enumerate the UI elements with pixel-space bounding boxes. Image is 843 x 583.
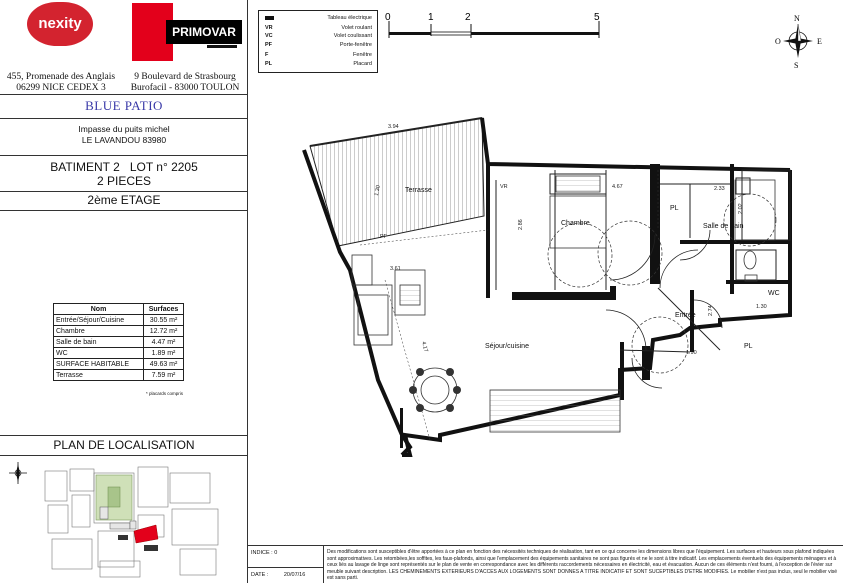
surface-table-header: [54, 304, 184, 315]
legend-item: [265, 33, 375, 40]
divider: [0, 210, 248, 211]
dimension-label: 4.67: [612, 184, 623, 190]
room-name: WC: [54, 348, 144, 359]
dimension-label: 1.30: [374, 184, 382, 197]
lot-line: [0, 160, 248, 174]
scale-tick-label: 2: [465, 12, 471, 23]
header-nom: Nom: [54, 304, 144, 315]
room-label-placard: PL: [744, 343, 753, 350]
room-surface: 30.55 m²: [144, 315, 184, 326]
room-label-sdb: Salle de bain: [703, 223, 744, 230]
legend-key: VC: [265, 33, 273, 39]
legend-item: [265, 15, 375, 22]
nexity-address: [2, 72, 120, 94]
disclaimer-text: Des modifications sont susceptibles d'être apportées à ce plan en fonction des nécessités techniques de réalisation, tant en ce qui concerne les dimensions libres que l'équipement. Les surfaces et hauteurs sous plafond indiquées sont approximatives. Les retombées,les soffites, les faux-plafonds, ainsi que l'emplacement des équipements sanitaires ne sont pas figurés et ne le sont à titre indicatif. Les emplacements éventuels des équipements ménagers et à ceux liés au lavage de linge sont représentés sur le plan de vente en correspondance avec les différents raccordements nécessaires en électricité, eau et évacuation. Aucun de ces éléments n'est fourni, à l'exception de l'évier sur meuble suivant description. LES CHEMINEMENTS EXTERIEURS D'ACCES AUX LOGEMENTS SONT DONNES A TITRE INDICATIF ET SONT SUCEPTIBLES D'ETRE MODIFIES. Le mobilier n'est pas inclus, seul le mobilier visé est sans parti.: [327, 549, 838, 582]
scale-tick-label: 0: [385, 12, 391, 23]
floor-level: 2ème ETAGE: [0, 191, 248, 210]
date-row: [248, 567, 324, 583]
legend-label: Porte-fenêtre: [339, 42, 372, 48]
scale-tick-label: 5: [594, 12, 600, 23]
dimension-label: 3.94: [388, 124, 399, 130]
nexity-logo: [27, 2, 93, 46]
compass-north: N: [794, 14, 800, 23]
compass-south: S: [794, 61, 799, 70]
legend-label: Volet coulissant: [333, 33, 372, 39]
legend-label: Fenêtre: [353, 52, 372, 58]
floor-plan: [250, 110, 840, 542]
legend-item: [265, 42, 375, 49]
legend-label: Volet roulant: [341, 25, 372, 31]
room-surface: 7.59 m²: [144, 370, 184, 381]
dining-table: [409, 368, 461, 412]
dimension-label: 2.86: [518, 219, 524, 230]
room-label-chambre: Chambre: [561, 220, 590, 227]
dimension-label: 1.90: [686, 350, 697, 356]
room-surface: 12.72 m²: [144, 326, 184, 337]
dimension-label: 2.74: [708, 305, 714, 316]
footer: [248, 545, 843, 583]
dimension-label: 2.02: [738, 203, 744, 214]
date-value: 20/07/16: [283, 572, 306, 578]
pf-label: PF: [380, 234, 388, 240]
table-row: [54, 348, 184, 359]
legend-item: [265, 61, 375, 68]
legend-key: PL: [265, 61, 273, 67]
project-address-line1: Impasse du puits michel: [78, 124, 170, 134]
table-row: [54, 326, 184, 337]
table-row: [54, 370, 184, 381]
lot-info: [0, 155, 248, 191]
project-address-line2: LE LAVANDOU 83980: [81, 135, 167, 145]
nexity-address-line1: 455, Promenade des Anglais: [6, 72, 116, 82]
dimension-label: 1.30: [756, 304, 767, 310]
scale-bar: [385, 10, 607, 40]
legend-key: PF: [265, 42, 273, 48]
room-name: Terrasse: [54, 370, 144, 381]
room-label-entree: Entrée: [675, 312, 696, 319]
primovar-address-line1: 9 Boulevard de Strasbourg: [134, 72, 236, 82]
compass-east: E: [817, 37, 822, 46]
legend-key: F: [265, 52, 269, 58]
project-address: [0, 118, 248, 155]
surface-table: [53, 303, 184, 381]
interior-lines: [496, 170, 790, 352]
dimension-label: 4.17: [420, 340, 429, 353]
room-label-sejour: Séjour/cuisine: [485, 343, 529, 350]
tableau-electrique-icon: [265, 16, 274, 20]
legend-key: VR: [265, 25, 273, 31]
project-name: BLUE PATIO: [0, 94, 248, 118]
placards-note: * placards compris: [146, 391, 184, 396]
compass-rose-icon: [775, 12, 827, 70]
room-label-wc: WC: [768, 290, 780, 297]
date-label: DATE :: [251, 572, 269, 578]
room-surface: 4.47 m²: [144, 337, 184, 348]
logos: [0, 0, 248, 70]
room-name: Entrée/Séjour/Cuisine: [54, 315, 144, 326]
primovar-logo: PRIMOVAR: [166, 20, 242, 44]
localisation-title: PLAN DE LOCALISATION: [0, 435, 248, 455]
legend-item: [265, 52, 375, 59]
table-row: [54, 359, 184, 370]
legend: [258, 10, 378, 73]
dimension-label: 3.61: [390, 266, 401, 272]
small-compass-icon: [8, 460, 28, 486]
location-map: [40, 465, 230, 580]
pieces: 2 PIECES: [96, 174, 152, 188]
primovar-logo-underline: [207, 45, 237, 48]
lot-number: LOT n° 2205: [129, 160, 198, 174]
primovar-address: [124, 72, 246, 94]
terrace-area: [310, 118, 484, 246]
scale-tick-label: 1: [428, 12, 434, 23]
room-name: Chambre: [54, 326, 144, 337]
nexity-logo-text: nexity: [38, 15, 82, 32]
legend-item: [265, 25, 375, 32]
batiment: BATIMENT 2: [50, 160, 120, 174]
divider: [0, 455, 248, 456]
table-row: [54, 315, 184, 326]
room-label-placard: PL: [670, 205, 679, 212]
room-surface: 49.63 m²: [144, 359, 184, 370]
primovar-address-line2: Burofacil - 83000 TOULON: [130, 83, 240, 93]
room-name: SURFACE HABITABLE: [54, 359, 144, 370]
room-name: Salle de bain: [54, 337, 144, 348]
header-surfaces: Surfaces: [144, 304, 184, 315]
nexity-address-line2: 06299 NICE CEDEX 3: [16, 83, 106, 93]
legend-label: Placard: [353, 61, 372, 67]
room-surface: 1.89 m²: [144, 348, 184, 359]
compass-west: O: [775, 37, 781, 46]
table-row: [54, 337, 184, 348]
dimension-label: 2.33: [714, 186, 725, 192]
vr-label: VR: [500, 184, 508, 190]
legend-label: Tableau électrique: [327, 15, 372, 21]
index-label: INDICE : 0: [248, 546, 324, 567]
title-block: [0, 0, 248, 583]
room-label-terrasse: Terrasse: [405, 187, 432, 194]
